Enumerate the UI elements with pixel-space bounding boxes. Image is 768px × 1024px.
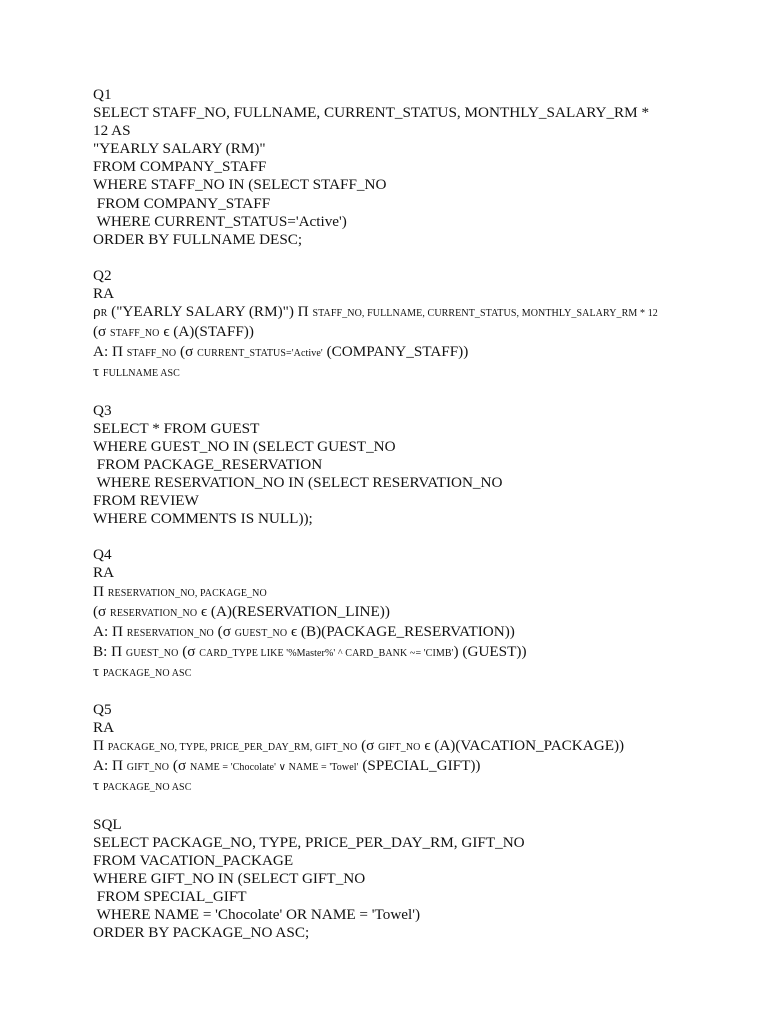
- q1-line: WHERE STAFF_NO IN (SELECT STAFF_NO: [93, 176, 387, 194]
- selection-subscript: CURRENT_STATUS='Active': [197, 348, 323, 360]
- ra-text: ϵ (A)(VACATION_PACKAGE)): [420, 737, 625, 755]
- projection-subscript: RESERVATION_NO: [126, 627, 214, 639]
- selection-subscript: STAFF_NO: [110, 328, 160, 340]
- q3-line: WHERE COMMENTS IS NULL));: [93, 510, 313, 528]
- ra-text: (σ: [93, 323, 111, 341]
- q2-ra-line-sort: [93, 363, 713, 383]
- ra-text: ϵ (A)(RESERVATION_LINE)): [197, 602, 390, 620]
- q4-ra-line-project: [93, 583, 713, 603]
- rename-subscript: R: [100, 308, 108, 320]
- q3-line: WHERE RESERVATION_NO IN (SELECT RESERVATION_NO: [93, 473, 503, 491]
- ra-text: (COMPANY_STAFF)): [322, 343, 469, 361]
- sort-subscript: PACKAGE_NO ASC: [102, 667, 192, 679]
- ra-text: B: Π: [93, 642, 126, 660]
- q1-line: FROM COMPANY_STAFF: [93, 194, 271, 212]
- q4-ra-line-b: [93, 643, 713, 663]
- ra-text: (σ: [178, 642, 200, 660]
- q2-section: [93, 267, 713, 384]
- q4-ra-line-a: [93, 623, 713, 643]
- projection-subscript: GUEST_NO: [125, 647, 179, 659]
- selection-subscript: NAME = 'Chocolate' ∨ NAME = 'Towel': [189, 762, 359, 774]
- q5-ra-heading: RA: [93, 719, 115, 737]
- ra-text: (σ: [93, 602, 111, 620]
- q5-ra-line-sort: [93, 777, 713, 797]
- ra-text: Π: [93, 582, 108, 600]
- q3-line: SELECT * FROM GUEST: [93, 419, 260, 437]
- q1-line: ORDER BY FULLNAME DESC;: [93, 230, 303, 248]
- q5-sql-line: ORDER BY PACKAGE_NO ASC;: [93, 924, 310, 942]
- q4-title: Q4: [93, 546, 112, 564]
- q2-title: Q2: [93, 266, 112, 284]
- selection-subscript: GIFT_NO: [378, 742, 421, 754]
- q1-section: [93, 86, 713, 249]
- q1-line: WHERE CURRENT_STATUS='Active'): [93, 212, 347, 230]
- ra-text: (σ: [357, 737, 379, 755]
- q5-sql-line: WHERE NAME = 'Chocolate' OR NAME = 'Towel'): [93, 906, 421, 924]
- projection-subscript: STAFF_NO, FULLNAME, CURRENT_STATUS, MONTHLY_SALARY_RM * 12: [312, 308, 658, 320]
- document-page: [93, 86, 713, 960]
- q5-ra-line-a: [93, 757, 713, 777]
- q2-ra-heading: RA: [93, 285, 115, 303]
- q3-line: FROM PACKAGE_RESERVATION: [93, 455, 323, 473]
- selection-subscript: CARD_TYPE LIKE '%Master%' ^ CARD_BANK ~= 'CIMB': [199, 647, 454, 659]
- q5-sql-line: FROM SPECIAL_GIFT: [93, 888, 247, 906]
- projection-subscript: STAFF_NO: [126, 348, 177, 360]
- sort-subscript: PACKAGE_NO ASC: [102, 782, 192, 794]
- q3-line: FROM REVIEW: [93, 492, 199, 510]
- q5-ra-line-project: [93, 737, 713, 757]
- selection-subscript: GUEST_NO: [234, 627, 288, 639]
- rho-symbol: ρ: [93, 303, 101, 321]
- q1-title: Q1: [93, 86, 112, 103]
- sort-subscript: FULLNAME ASC: [102, 368, 180, 380]
- ra-text: (σ: [176, 343, 198, 361]
- ra-text: A: Π: [93, 343, 127, 361]
- q1-line: FROM COMPANY_STAFF: [93, 158, 267, 176]
- ra-text: ) (GUEST)): [453, 642, 527, 660]
- q5-sql-line: FROM VACATION_PACKAGE: [93, 851, 294, 869]
- q3-section: [93, 402, 713, 529]
- q5-section: [93, 701, 713, 797]
- q4-ra-line-sort: [93, 663, 713, 683]
- q3-line: WHERE GUEST_NO IN (SELECT GUEST_NO: [93, 437, 396, 455]
- q4-section: [93, 546, 713, 683]
- q2-ra-line-select: [93, 323, 713, 343]
- q2-ra-line-rename: [93, 303, 713, 323]
- tau-symbol: τ: [93, 662, 103, 680]
- q5-sql-heading: SQL: [93, 815, 122, 833]
- q5-sql-section: [93, 816, 713, 943]
- ra-text: (SPECIAL_GIFT)): [358, 757, 481, 775]
- q1-line: "YEARLY SALARY (RM)": [93, 140, 266, 158]
- ra-text: ϵ (B)(PACKAGE_RESERVATION)): [287, 622, 515, 640]
- ra-text: A: Π: [93, 757, 127, 775]
- selection-subscript: RESERVATION_NO: [110, 607, 198, 619]
- q3-title: Q3: [93, 401, 112, 419]
- q5-title: Q5: [93, 701, 112, 719]
- tau-symbol: τ: [93, 363, 103, 381]
- q4-ra-line-select: [93, 603, 713, 623]
- q5-sql-line: WHERE GIFT_NO IN (SELECT GIFT_NO: [93, 869, 366, 887]
- projection-subscript: RESERVATION_NO, PACKAGE_NO: [107, 587, 267, 599]
- ra-text: Π: [93, 737, 108, 755]
- q5-sql-line: SELECT PACKAGE_NO, TYPE, PRICE_PER_DAY_RM, GIFT_NO: [93, 833, 525, 851]
- ra-text: (σ: [213, 622, 235, 640]
- q1-line: 12 AS: [93, 122, 131, 140]
- ra-text: ϵ (A)(STAFF)): [159, 323, 254, 341]
- ra-text: (σ: [169, 757, 190, 775]
- q1-line: SELECT STAFF_NO, FULLNAME, CURRENT_STATUS, MONTHLY_SALARY_RM *: [93, 104, 650, 122]
- q2-ra-line-a: [93, 343, 713, 363]
- projection-subscript: PACKAGE_NO, TYPE, PRICE_PER_DAY_RM, GIFT_NO: [107, 742, 358, 754]
- tau-symbol: τ: [93, 777, 103, 795]
- ra-text: ("YEARLY SALARY (RM)") Π: [107, 303, 313, 321]
- projection-subscript: GIFT_NO: [126, 762, 170, 774]
- q4-ra-heading: RA: [93, 564, 115, 582]
- ra-text: A: Π: [93, 622, 127, 640]
